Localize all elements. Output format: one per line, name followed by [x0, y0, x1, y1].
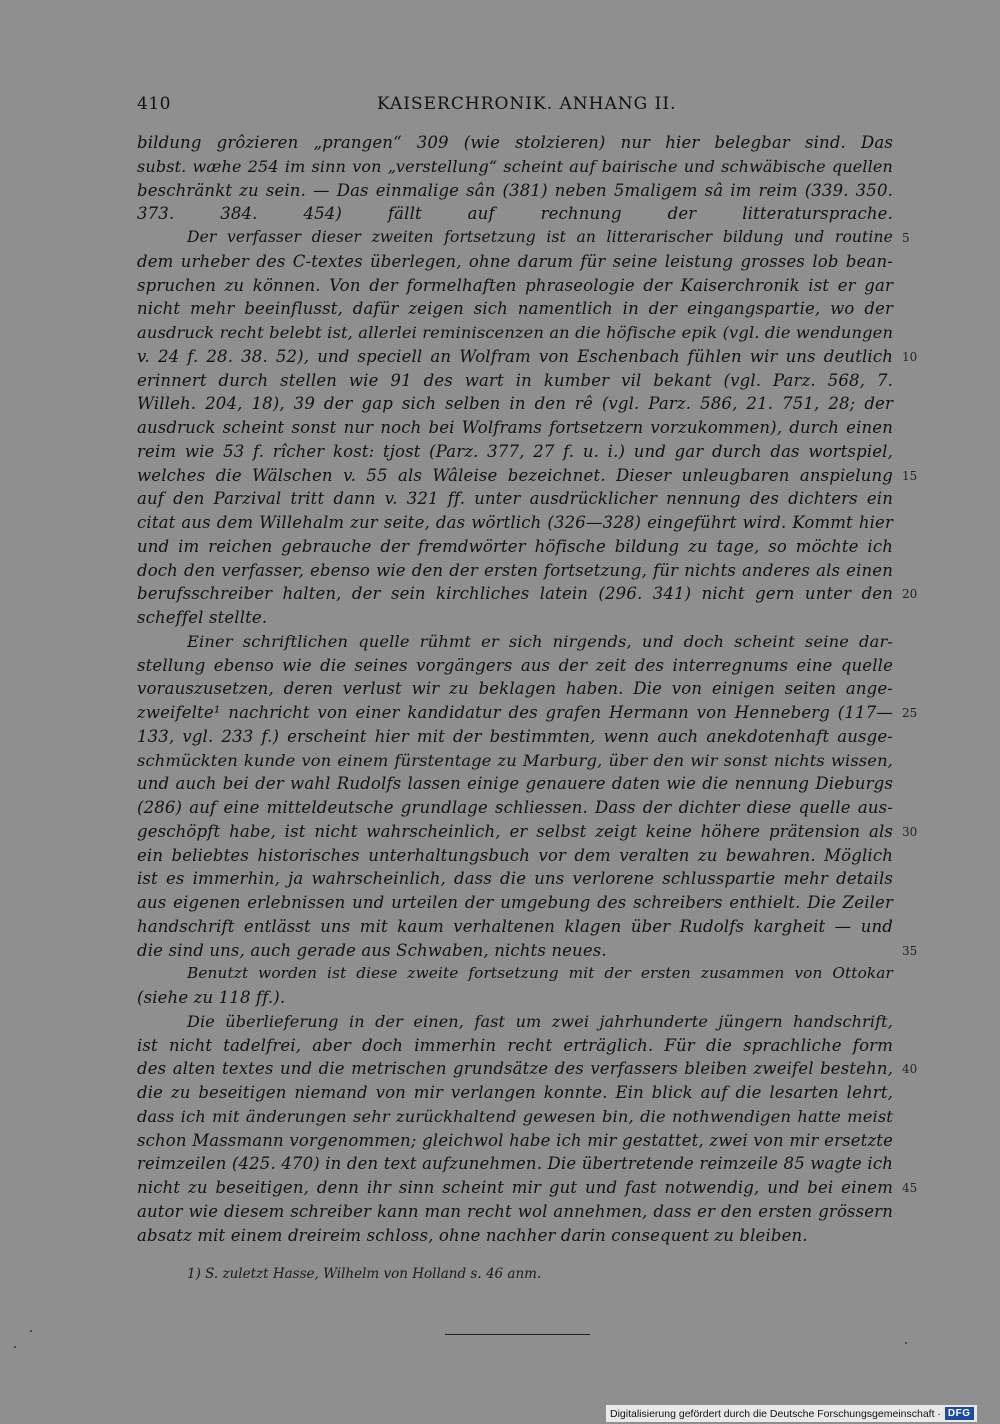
line-number: 30 [902, 824, 918, 839]
text-line: (siehe zu 118 ff.). [137, 988, 286, 1007]
text-line: welches die Wälschen v. 55 als Wâleise bezeichnet. Dieser unleugbaren anspielung [137, 465, 893, 485]
scan-speck [905, 1342, 907, 1344]
footnote: 1) S. zuletzt Hasse, Wilhelm von Holland s. 46 anm. [187, 1266, 542, 1282]
text-line: absatz mit einem dreireim schloss, ohne nachher darin consequent zu bleiben. [137, 1225, 808, 1245]
text-line: doch den verfasser, ebenso wie den der ersten fortsetzung, für nichts anderes als einen [137, 560, 893, 580]
text-line: Benutzt worden ist diese zweite fortsetzung mit der ersten zusammen von Ottokar [187, 964, 893, 983]
dfg-logo[interactable]: DFG [945, 1407, 974, 1420]
text-line: subst. wæhe 254 im sinn von „verstellung“ scheint auf bairische und schwäbische quellen [137, 156, 893, 176]
text-line: aus eigenen erlebnissen und urteilen der umgebung des schreibers enthielt. Die Zeiler [137, 893, 893, 912]
text-line: geschöpft habe, ist nicht wahrscheinlich, er selbst zeigt keine höhere prätension als [137, 821, 893, 841]
text-line: scheffel stellte. [137, 608, 268, 627]
text-line: bildung grôzieren „prangen“ 309 (wie stolzieren) nur hier belegbar sind. Das [137, 133, 893, 152]
line-number: 40 [902, 1062, 918, 1077]
text-line: Willeh. 204, 18), 39 der gap sich selben in den rê (vgl. Parz. 586, 21. 751, 28; der [137, 394, 893, 414]
page-number: 410 [137, 94, 171, 114]
text-line: nicht mehr beeinflusst, dafür zeigen sich namentlich in der eingangspartie, wo der [137, 299, 893, 319]
text-line: 133, vgl. 233 f.) erscheint hier mit der bestimmten, wenn auch anekdotenhaft ausge- [137, 726, 893, 746]
text-line: erinnert durch stellen wie 91 des wart in kumber vil bekant (vgl. Parz. 568, 7. [137, 370, 893, 390]
text-line: vorauszusetzen, deren verlust wir zu beklagen haben. Die von einigen seiten ange- [137, 679, 893, 699]
text-line: zweifelte¹ nachricht von einer kandidatur des grafen Hermann von Henneberg (117— [137, 703, 893, 722]
text-line: autor wie diesem schreiber kann man recht wol annehmen, dass er den ersten grössern [137, 1201, 893, 1221]
line-number: 35 [902, 943, 918, 958]
text-line: reimzeilen (425. 470) in den text aufzunehmen. Die übertretende reimzeile 85 wagte ich [137, 1154, 893, 1174]
text-line: des alten textes und die metrischen grundsätze des verfassers bleiben zweifel bestehn, [137, 1059, 893, 1079]
text-line: beschränkt zu sein. — Das einmalige sân (381) neben 5maligem sâ im reim (339. 350. [137, 180, 893, 200]
text-line: ist nicht tadelfrei, aber doch immerhin recht erträglich. Für die sprachliche form [137, 1035, 893, 1055]
text-line: spruchen zu können. Von der formelhaften phraseologie der Kaiserchronik ist er gar [137, 275, 893, 295]
text-line: schmückten kunde von einem fürstentage zu Marburg, über den wir sonst nichts wissen, [137, 750, 893, 770]
scan-speck [30, 1330, 32, 1332]
text-line: handschrift entlässt uns mit kaum verhaltenen klagen über Rudolfs kargheit — und [137, 916, 893, 936]
line-number: 15 [902, 468, 918, 483]
funding-credit-bar[interactable] [606, 1405, 977, 1422]
text-line: dem urheber des C-textes überlegen, ohne darum für seine leistung grosses lob bean- [137, 251, 893, 271]
line-number: 10 [902, 349, 918, 364]
text-line: ist es immerhin, ja wahrscheinlich, dass die uns verlorene schlusspartie mehr details [137, 869, 893, 889]
text-line: citat aus dem Willehalm zur seite, das wörtlich (326—328) eingeführt wird. Kommt hier [137, 513, 893, 532]
text-line: v. 24 f. 28. 38. 52), und speciell an Wolfram von Eschenbach fühlen wir uns deutlich [137, 346, 893, 366]
text-line: reim wie 53 f. rîcher kost: tjost (Parz. 377, 27 f. u. i.) und gar durch das wortspiel, [137, 441, 893, 461]
text-line: ausdruck scheint sonst nur noch bei Wolframs fortsetzern vorzukommen), durch einen [137, 418, 893, 437]
body-text [137, 131, 893, 1247]
text-line: 373. 384. 454) fällt auf rechnung der litteratursprache. [137, 204, 893, 224]
text-line: dass ich mit änderungen sehr zurückhaltend gewesen bin, die nothwendigen hatte meist [137, 1106, 893, 1126]
text-line: ausdruck recht belebt ist, allerlei reminiscenzen an die höfische epik (vgl. die wendungen [137, 323, 894, 342]
text-line: und auch bei der wahl Rudolfs lassen einige genauere daten wie die nennung Dieburgs [137, 774, 893, 794]
text-line: (286) auf eine mitteldeutsche grundlage schliessen. Dass der dichter diese quelle aus- [137, 798, 893, 817]
text-line: Einer schriftlichen quelle rühmt er sich nirgends, und doch scheint seine dar- [187, 631, 893, 651]
line-number: 25 [902, 706, 918, 720]
text-line: und im reichen gebrauche der fremdwörter höfische bildung zu tage, so möchte ich [137, 536, 893, 556]
text-line: die sind uns, auch gerade aus Schwaben, nichts neues. [137, 940, 607, 960]
text-line: ein beliebtes historisches unterhaltungsbuch vor dem veralten zu bewahren. Möglich [137, 845, 893, 865]
line-number: 45 [902, 1181, 918, 1195]
text-line: Die überlieferung in der einen, fast um zwei jahrhunderte jüngern handschrift, [187, 1011, 893, 1031]
running-header [137, 94, 893, 118]
text-line: berufsschreiber halten, der sein kirchliches latein (296. 341) nicht gern unter den [137, 584, 893, 604]
line-number: 20 [902, 587, 918, 602]
text-line: Der verfasser dieser zweiten fortsetzung ist an litterarischer bildung und routine [187, 228, 893, 246]
funding-credit-text: Digitalisierung gefördert durch die Deutsche Forschungsgemeinschaft · [610, 1407, 941, 1420]
text-line: nicht zu beseitigen, denn ihr sinn scheint mir gut und fast notwendig, und bei einem [137, 1178, 893, 1197]
text-line: stellung ebenso wie die seines vorgängers aus der zeit des interregnums eine quelle [137, 655, 893, 675]
text-line: die zu beseitigen niemand von mir verlangen konnte. Ein blick auf die lesarten lehrt, [137, 1083, 893, 1102]
text-line: auf den Parzival tritt dann v. 321 ff. unter ausdrücklicher nennung des dichters ein [137, 489, 893, 509]
line-number: 5 [902, 231, 910, 245]
scan-speck [14, 1346, 16, 1348]
running-title: KAISERCHRONIK. ANHANG II. [377, 94, 677, 114]
text-line: schon Massmann vorgenommen; gleichwol habe ich mir gestattet, zwei von mir ersetzte [137, 1130, 893, 1150]
footer-rule [445, 1334, 590, 1335]
